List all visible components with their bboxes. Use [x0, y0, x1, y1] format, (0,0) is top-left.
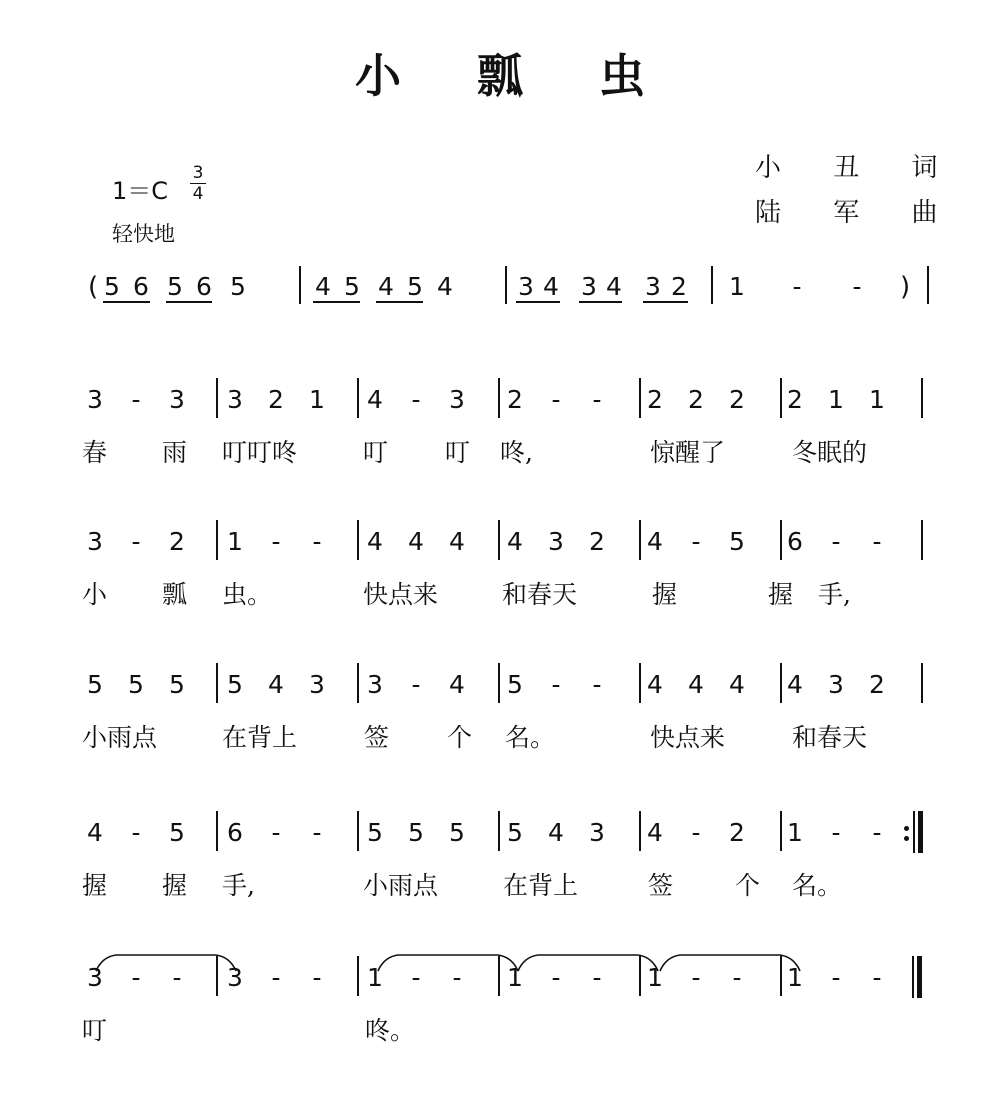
intro-note: 4: [378, 272, 394, 301]
note: 4: [688, 670, 704, 699]
note: -: [411, 963, 421, 992]
intro-note: 5: [104, 272, 120, 301]
note: -: [172, 963, 182, 992]
intro-note: 4: [437, 272, 453, 301]
composer-credit: 陆 军 曲: [755, 198, 960, 228]
note: 3: [227, 963, 243, 992]
note: 2: [869, 670, 885, 699]
barline: [216, 520, 218, 560]
intro-note: 4: [606, 272, 622, 301]
note: 3: [309, 670, 325, 699]
note: -: [732, 963, 742, 992]
intro-note: 6: [196, 272, 212, 301]
lyric: 惊醒了: [650, 438, 726, 467]
note: -: [271, 818, 281, 847]
note: 6: [227, 818, 243, 847]
lyric: 小雨点: [363, 871, 439, 900]
barline: [780, 378, 782, 418]
time-signature-top: 3: [192, 163, 204, 183]
lyric: 虫。: [222, 580, 273, 609]
intro-note: 5: [344, 272, 360, 301]
note: 1: [828, 385, 844, 414]
lyric: 叮: [82, 1016, 108, 1045]
barline: [216, 663, 218, 703]
repeat-dots: [904, 821, 910, 846]
note: -: [411, 670, 421, 699]
note: 4: [729, 670, 745, 699]
tie-arc: [96, 955, 236, 971]
barline: [216, 956, 218, 996]
intro-note: 5: [167, 272, 183, 301]
intro-note: 4: [543, 272, 559, 301]
lyric: 咚,: [500, 438, 533, 467]
lyric: 名。: [505, 723, 556, 752]
lyric: 和春天: [502, 580, 578, 609]
lyric: 个: [447, 723, 473, 752]
note: -: [312, 527, 322, 556]
barline: [711, 266, 713, 304]
note: 2: [729, 818, 745, 847]
lyric: 小: [82, 580, 108, 609]
lyric: 叮: [363, 438, 389, 467]
note: -: [691, 818, 701, 847]
note: 4: [87, 818, 103, 847]
note: 2: [169, 527, 185, 556]
lyric: 在背上: [222, 723, 298, 752]
note: -: [872, 527, 882, 556]
note: -: [452, 963, 462, 992]
note: 3: [87, 527, 103, 556]
barline: [780, 956, 782, 996]
note: -: [831, 527, 841, 556]
eighth-underline: [643, 301, 688, 303]
intro-note: 3: [518, 272, 534, 301]
note: 1: [647, 963, 663, 992]
note: -: [551, 385, 561, 414]
lyric: 在背上: [503, 871, 579, 900]
note: 1: [367, 963, 383, 992]
note: -: [831, 963, 841, 992]
note: 3: [87, 385, 103, 414]
note: 2: [647, 385, 663, 414]
note: 3: [227, 385, 243, 414]
note: 4: [408, 527, 424, 556]
lyric: 手,: [222, 871, 255, 900]
barline: [639, 378, 641, 418]
lyric: 握: [768, 580, 794, 609]
lyric: 和春天: [792, 723, 868, 752]
eighth-underline: [103, 301, 150, 303]
barline: [357, 956, 359, 996]
note: 5: [87, 670, 103, 699]
barline: [927, 266, 929, 304]
note: 2: [268, 385, 284, 414]
note: 3: [169, 385, 185, 414]
intro-note: 3: [645, 272, 661, 301]
barline: [639, 811, 641, 851]
intro-note: 5: [230, 272, 246, 301]
lyricist-credit: 小 丑 词: [755, 153, 960, 183]
note: 3: [449, 385, 465, 414]
eighth-underline: [166, 301, 212, 303]
note: -: [872, 963, 882, 992]
lyric: 名。: [792, 871, 843, 900]
tie-arc: [660, 955, 800, 971]
eighth-underline: [579, 301, 622, 303]
time-signature-bottom: 4: [192, 184, 204, 204]
barline: [498, 378, 500, 418]
note: 3: [87, 963, 103, 992]
note: 4: [367, 385, 383, 414]
intro-note: 5: [407, 272, 423, 301]
barline: [780, 811, 782, 851]
tie-arc: [378, 955, 518, 971]
lyric: 雨: [162, 438, 188, 467]
barline: [639, 520, 641, 560]
barline: [921, 663, 923, 703]
lyric: 春: [82, 438, 108, 467]
barline: [639, 956, 641, 996]
note: 4: [647, 670, 663, 699]
note: 1: [227, 527, 243, 556]
song-title: 小 瓢 虫: [354, 49, 676, 103]
note: 5: [169, 670, 185, 699]
lyric: 小雨点: [82, 723, 158, 752]
note: -: [312, 963, 322, 992]
note: 5: [408, 818, 424, 847]
intro-open-paren: (: [88, 272, 99, 302]
note: -: [691, 963, 701, 992]
barline: [498, 811, 500, 851]
barline: [498, 663, 500, 703]
note: 2: [688, 385, 704, 414]
note: 2: [787, 385, 803, 414]
eighth-underline: [516, 301, 560, 303]
note: 4: [647, 527, 663, 556]
eighth-underline: [376, 301, 423, 303]
note: 4: [367, 527, 383, 556]
note: 1: [309, 385, 325, 414]
note: -: [831, 818, 841, 847]
note: 5: [367, 818, 383, 847]
note: 2: [507, 385, 523, 414]
note: 3: [828, 670, 844, 699]
note: 4: [507, 527, 523, 556]
barline: [921, 520, 923, 560]
note: 4: [548, 818, 564, 847]
barline: [216, 811, 218, 851]
barline: [357, 520, 359, 560]
intro-note: 3: [581, 272, 597, 301]
note: -: [411, 385, 421, 414]
note: 4: [449, 527, 465, 556]
note: 1: [787, 963, 803, 992]
note: -: [131, 963, 141, 992]
repeat-thin-bar: [913, 811, 915, 853]
note: 2: [729, 385, 745, 414]
note: -: [271, 527, 281, 556]
lyric: 快点来: [363, 580, 439, 609]
lyric: 个: [735, 871, 761, 900]
note: 5: [128, 670, 144, 699]
lyric: 签: [648, 871, 674, 900]
barline: [505, 266, 507, 304]
final-thick-bar: [917, 956, 922, 998]
note: -: [312, 818, 322, 847]
intro-note: 4: [315, 272, 331, 301]
lyric: 握: [652, 580, 678, 609]
note: 4: [449, 670, 465, 699]
note: -: [551, 670, 561, 699]
eighth-underline: [313, 301, 360, 303]
note: 5: [169, 818, 185, 847]
intro-note: 2: [671, 272, 687, 301]
lyric: 手,: [818, 580, 851, 609]
note: 5: [729, 527, 745, 556]
note: -: [592, 385, 602, 414]
note: 4: [647, 818, 663, 847]
intro-note: -: [852, 272, 862, 301]
note: 3: [589, 818, 605, 847]
lyric: 瓢: [162, 580, 188, 609]
lyric: 握: [82, 871, 108, 900]
intro-note: 6: [133, 272, 149, 301]
lyric: 快点来: [650, 723, 726, 752]
barline: [639, 663, 641, 703]
barline: [299, 266, 301, 304]
note: -: [131, 385, 141, 414]
lyric: 叮: [445, 438, 471, 467]
lyric: 签: [364, 723, 390, 752]
tempo-marking: 轻快地: [112, 222, 175, 246]
note: -: [131, 818, 141, 847]
barline: [216, 378, 218, 418]
final-thin-bar: [912, 956, 914, 998]
note: 4: [787, 670, 803, 699]
note: 6: [787, 527, 803, 556]
note: -: [872, 818, 882, 847]
barline: [357, 811, 359, 851]
note: -: [271, 963, 281, 992]
note: 2: [589, 527, 605, 556]
barline: [357, 663, 359, 703]
note: 3: [548, 527, 564, 556]
tie-arc: [518, 955, 658, 971]
barline: [498, 520, 500, 560]
note: 5: [449, 818, 465, 847]
barline: [780, 663, 782, 703]
note: -: [592, 670, 602, 699]
note: 5: [227, 670, 243, 699]
lyric: 握: [162, 871, 188, 900]
note: 1: [787, 818, 803, 847]
note: 5: [507, 670, 523, 699]
lyric: 冬眠的: [792, 438, 868, 467]
note: 1: [507, 963, 523, 992]
lyric: 叮叮咚: [222, 438, 298, 467]
intro-note: 1: [729, 272, 745, 301]
barline: [498, 956, 500, 996]
intro-note: -: [792, 272, 802, 301]
note: 4: [268, 670, 284, 699]
barline: [780, 520, 782, 560]
note: -: [691, 527, 701, 556]
barline: [357, 378, 359, 418]
note: 3: [367, 670, 383, 699]
intro-close-paren: ): [900, 272, 911, 302]
lyric: 咚。: [365, 1016, 416, 1045]
note: -: [551, 963, 561, 992]
note: 5: [507, 818, 523, 847]
key-signature: 1＝C: [112, 177, 169, 205]
note: -: [592, 963, 602, 992]
barline: [921, 378, 923, 418]
repeat-thick-bar: [918, 811, 923, 853]
note: -: [131, 527, 141, 556]
time-signature: [190, 164, 206, 203]
note: 1: [869, 385, 885, 414]
